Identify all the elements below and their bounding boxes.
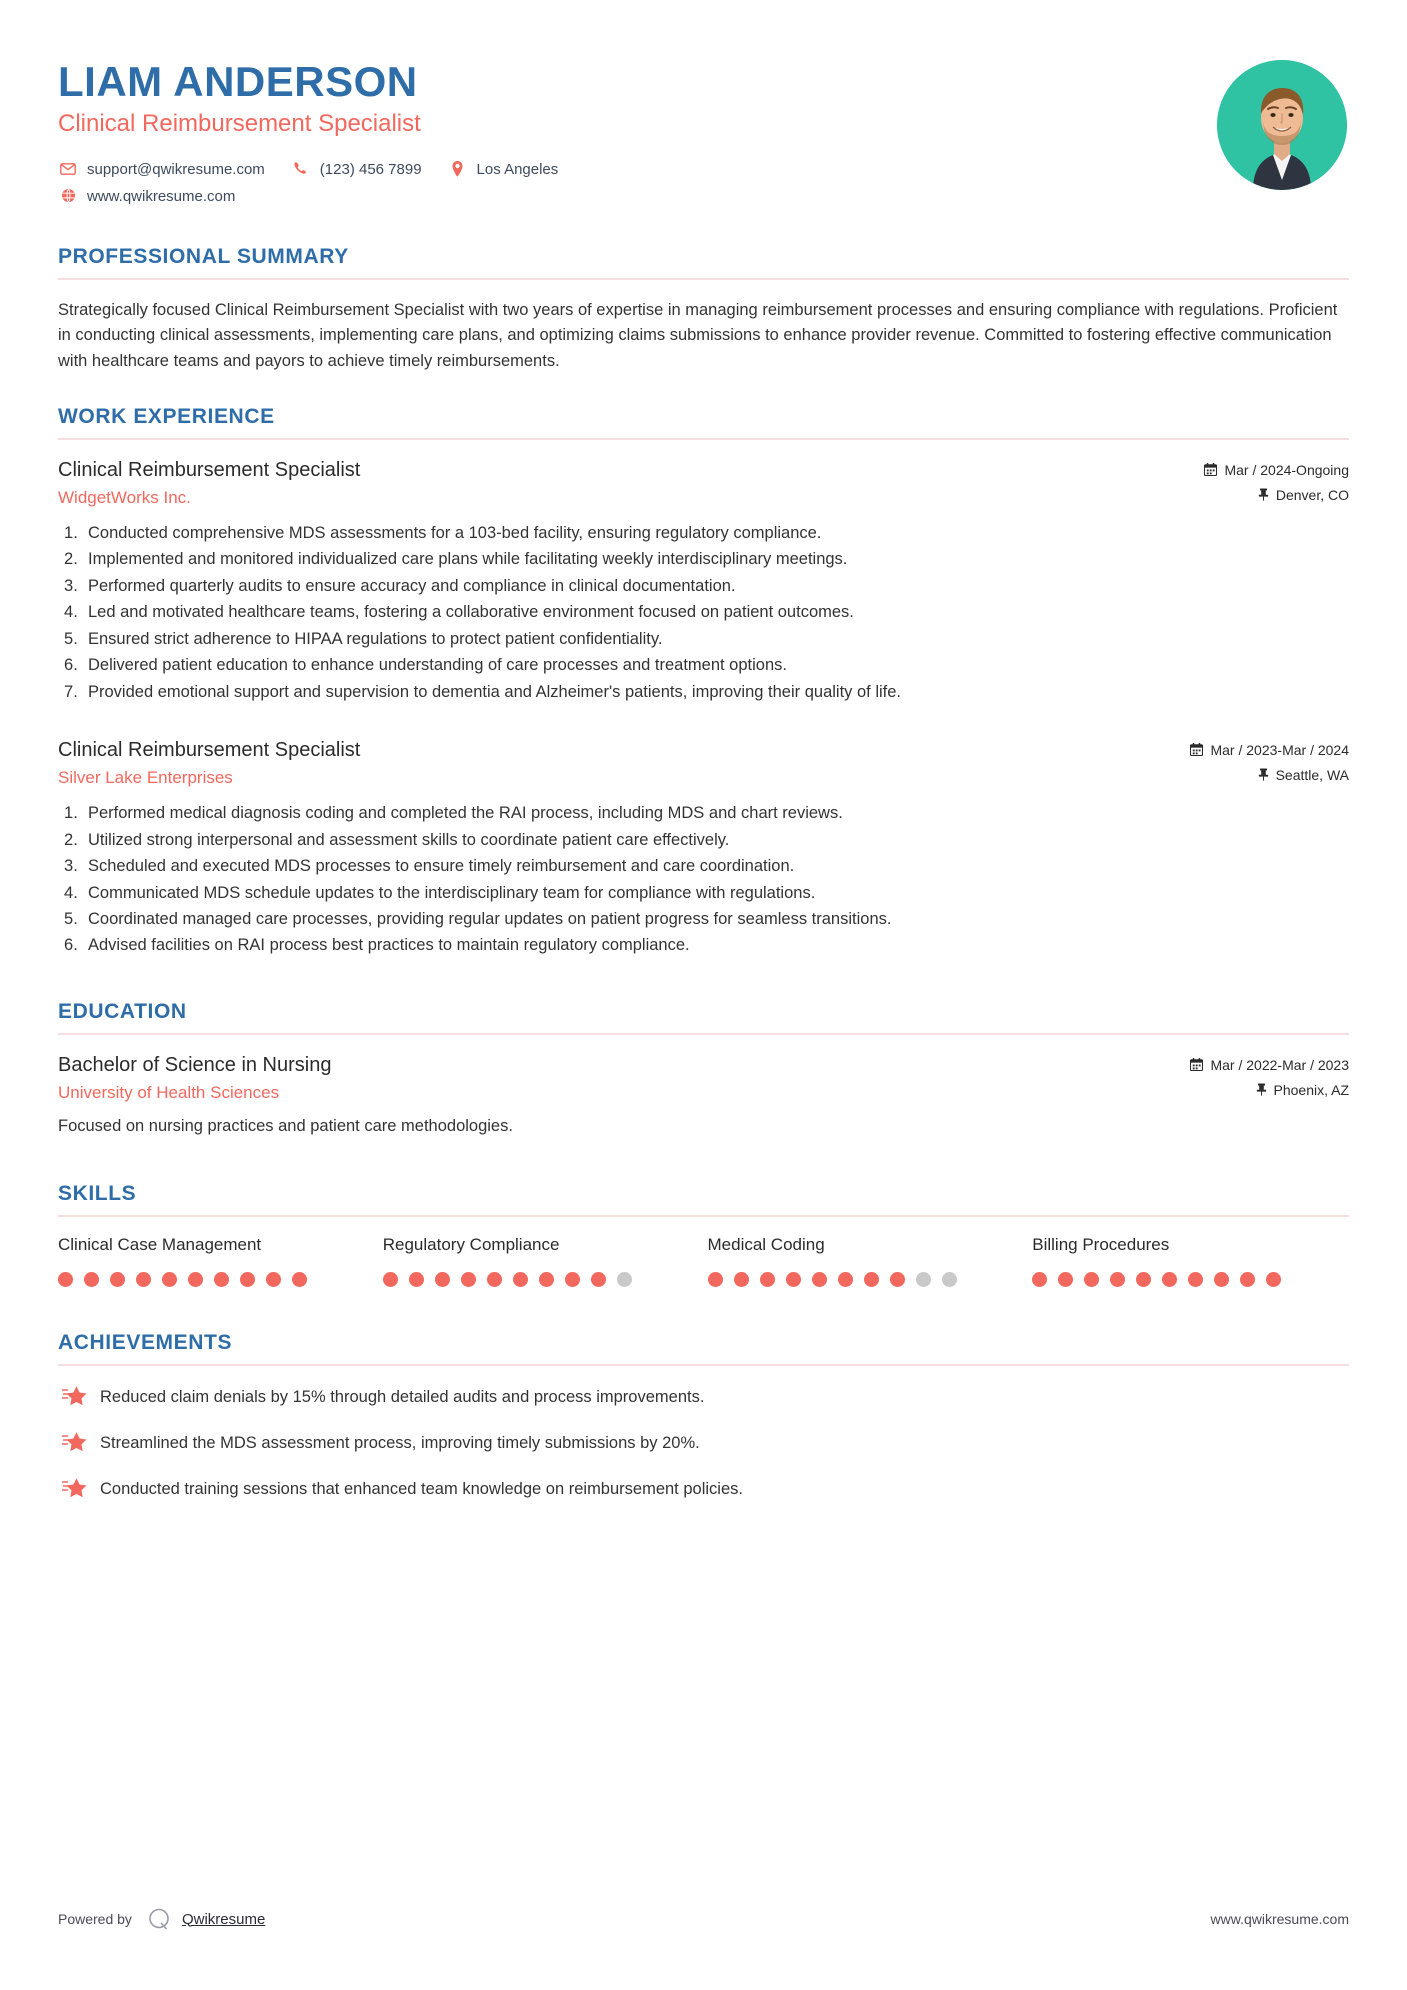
section-title-experience: WORK EXPERIENCE: [58, 404, 275, 428]
education-dates-line: [1190, 1057, 1349, 1073]
experience-location: Seattle, WA: [1275, 766, 1349, 783]
skill-dot-filled: [1214, 1272, 1229, 1287]
skill-dot-filled: [890, 1272, 905, 1287]
skill-label: Medical Coding: [707, 1235, 825, 1255]
section-title-education: EDUCATION: [58, 999, 187, 1023]
skills-grid: [58, 1235, 1349, 1286]
education-degree: Bachelor of Science in Nursing: [58, 1053, 332, 1076]
skill-rating: [708, 1272, 1025, 1287]
footer-brand-link[interactable]: Qwikresume: [181, 1910, 266, 1928]
bullet-item: Performed medical diagnosis coding and completed the RAI process, including MDS and chart reviews.: [88, 804, 843, 823]
experience-entry-head: [58, 738, 1349, 788]
map-pin-icon: [448, 161, 468, 177]
section-work-experience: [58, 405, 1349, 958]
experience-dates: Mar / 2024-Ongoing: [1224, 461, 1349, 478]
education-entry-left: [58, 1053, 1190, 1103]
experience-bullets: [58, 802, 1349, 958]
section-professional-summary: [58, 245, 1349, 375]
bullet-item: Ensured strict adherence to HIPAA regulations to protect patient confidentiality.: [88, 629, 663, 648]
section-education: [58, 1000, 1349, 1138]
skill-dot-filled: [1110, 1272, 1125, 1287]
education-dates: Mar / 2022-Mar / 2023: [1210, 1056, 1349, 1073]
experience-entry: [58, 458, 1349, 704]
star-icon: [58, 1476, 92, 1499]
experience-dates-line: [1190, 742, 1349, 758]
section-title-skills: SKILLS: [58, 1182, 137, 1206]
achievements-list: [58, 1384, 1349, 1501]
contact-email[interactable]: [58, 161, 265, 177]
phone-icon: [291, 161, 311, 176]
section-divider: [58, 278, 1349, 280]
skill-rating: [58, 1272, 375, 1287]
bullet-item: Performed quarterly audits to ensure accuracy and compliance in clinical documentation.: [88, 576, 736, 595]
push-pin-icon: [1258, 768, 1269, 781]
education-entry-head: [58, 1053, 1349, 1103]
experience-location: Denver, CO: [1275, 486, 1349, 503]
footer-powered-by: [58, 1906, 265, 1932]
calendar-icon: [1190, 743, 1203, 756]
achievement-text: Streamlined the MDS assessment process, improving timely submissions by 20%.: [100, 1433, 700, 1452]
contact-email-text: support@qwikresume.com: [87, 160, 265, 178]
push-pin-icon: [1258, 488, 1269, 501]
skill-dot-filled: [1136, 1272, 1151, 1287]
skill-dot-empty: [617, 1272, 632, 1287]
skill-dot-empty: [942, 1272, 957, 1287]
experience-entry-meta: [1190, 738, 1349, 783]
skill-dot-filled: [461, 1272, 476, 1287]
contact-location: [448, 161, 559, 177]
contact-location-text: Los Angeles: [476, 160, 559, 178]
avatar: [1217, 60, 1347, 190]
skill-label: Clinical Case Management: [58, 1235, 262, 1255]
skill-dot-filled: [487, 1272, 502, 1287]
education-location: Phoenix, AZ: [1273, 1081, 1349, 1098]
skill-dot-filled: [591, 1272, 606, 1287]
footer-website[interactable]: www.qwikresume.com: [1210, 1911, 1349, 1927]
calendar-icon: [1190, 1058, 1203, 1071]
section-divider: [58, 1033, 1349, 1035]
contact-phone-text: (123) 456 7899: [319, 160, 422, 178]
bullet-item: Scheduled and executed MDS processes to ensure timely reimbursement and care coordination.: [88, 857, 795, 876]
skill-dot-filled: [435, 1272, 450, 1287]
bullet-item: Coordinated managed care processes, providing regular updates on patient progress for seamless transitions.: [88, 910, 892, 928]
experience-role: Clinical Reimbursement Specialist: [58, 738, 361, 761]
skill-label: Billing Procedures: [1032, 1235, 1170, 1255]
contact-row-primary: [58, 161, 1217, 177]
experience-bullets: [58, 522, 1349, 704]
page-footer: [58, 1906, 1349, 1932]
contact-website-text: www.qwikresume.com: [87, 187, 236, 205]
experience-entry-meta: [1204, 458, 1349, 503]
avatar-photo: [1217, 60, 1347, 190]
bullet-item: Advised facilities on RAI process best practices to maintain regulatory compliance.: [88, 936, 690, 955]
section-title-achievements: ACHIEVEMENTS: [58, 1330, 233, 1354]
skill-dot-filled: [1266, 1272, 1281, 1287]
skill-dot-filled: [84, 1272, 99, 1287]
experience-entry-left: [58, 458, 1204, 508]
bullet-item: Delivered patient education to enhance understanding of care processes and treatment options.: [88, 656, 787, 675]
skill-label: Regulatory Compliance: [382, 1235, 560, 1255]
bullet-item: Provided emotional support and supervision to dementia and Alzheimer's patients, improving their quality of life.: [88, 682, 902, 701]
section-title-summary: PROFESSIONAL SUMMARY: [58, 244, 349, 268]
skill-dot-filled: [292, 1272, 307, 1287]
candidate-job-title: Clinical Reimbursement Specialist: [58, 110, 421, 138]
education-entry: [58, 1053, 1349, 1138]
skill-dot-filled: [162, 1272, 177, 1287]
skill-dot-filled: [864, 1272, 879, 1287]
education-location-line: [1190, 1082, 1349, 1098]
experience-entry: [58, 738, 1349, 958]
section-skills: [58, 1182, 1349, 1286]
bullet-item: Led and motivated healthcare teams, fostering a collaborative environment focused on patient outcomes.: [88, 603, 854, 622]
summary-text: Strategically focused Clinical Reimbursement Specialist with two years of expertise in managing reimbursement processes and ensuring compliance with regulations. Proficient in conducting clinical assessments, implementing care plans, and optimizing claims submissions to enhance provider revenue. Committed to fostering effective communication with healthcare teams and payors to achieve timely reimbursements.: [58, 300, 1338, 371]
skill-dot-filled: [214, 1272, 229, 1287]
skill-dot-filled: [383, 1272, 398, 1287]
contact-row-secondary: [58, 188, 1217, 204]
skill-dot-filled: [1084, 1272, 1099, 1287]
skill-dot-filled: [786, 1272, 801, 1287]
skill-dot-filled: [838, 1272, 853, 1287]
calendar-icon: [1204, 463, 1217, 476]
skill-dot-empty: [916, 1272, 931, 1287]
skill-dot-filled: [812, 1272, 827, 1287]
experience-entry-left: [58, 738, 1190, 788]
skill-dot-filled: [1058, 1272, 1073, 1287]
experience-dates-line: [1204, 462, 1349, 478]
bullet-item: Communicated MDS schedule updates to the interdisciplinary team for compliance with regulations.: [88, 883, 816, 902]
bullet-item: Utilized strong interpersonal and assessment skills to coordinate patient care effectively.: [88, 830, 730, 849]
skill-dot-filled: [760, 1272, 775, 1287]
candidate-name: LIAM ANDERSON: [58, 58, 418, 105]
skill-dot-filled: [708, 1272, 723, 1287]
skill-dot-filled: [409, 1272, 424, 1287]
skill-dot-filled: [1188, 1272, 1203, 1287]
skill-dot-filled: [1162, 1272, 1177, 1287]
achievement-item: [58, 1430, 1349, 1454]
skill-dot-filled: [58, 1272, 73, 1287]
skill-rating: [383, 1272, 700, 1287]
resume-header: [58, 48, 1349, 215]
skill-dot-filled: [110, 1272, 125, 1287]
star-icon: [58, 1384, 92, 1407]
contact-website[interactable]: [58, 188, 235, 204]
experience-location-line: [1190, 767, 1349, 783]
qwikresume-logo-icon: [146, 1906, 172, 1932]
achievement-text: Reduced claim denials by 15% through detailed audits and process improvements.: [100, 1387, 705, 1406]
skill-dot-filled: [734, 1272, 749, 1287]
skill-dot-filled: [136, 1272, 151, 1287]
skill-dot-filled: [266, 1272, 281, 1287]
skill-item: [708, 1235, 1025, 1286]
skill-item: [58, 1235, 375, 1286]
bullet-item: Implemented and monitored individualized care plans while facilitating weekly interdisciplinary meetings.: [88, 550, 848, 569]
bullet-item: Conducted comprehensive MDS assessments for a 103-bed facility, ensuring regulatory compliance.: [88, 523, 822, 542]
skill-dot-filled: [1032, 1272, 1047, 1287]
push-pin-icon: [1256, 1083, 1267, 1096]
contact-phone[interactable]: [291, 161, 422, 177]
section-achievements: [58, 1331, 1349, 1501]
skill-dot-filled: [565, 1272, 580, 1287]
skill-dot-filled: [1240, 1272, 1255, 1287]
skill-dot-filled: [539, 1272, 554, 1287]
footer-powered-label: Powered by: [58, 1911, 132, 1927]
experience-entry-head: [58, 458, 1349, 508]
education-entry-meta: [1190, 1053, 1349, 1098]
experience-role: Clinical Reimbursement Specialist: [58, 458, 361, 481]
skill-dot-filled: [513, 1272, 528, 1287]
experience-company: Silver Lake Enterprises: [58, 767, 233, 787]
skill-dot-filled: [188, 1272, 203, 1287]
achievement-item: [58, 1476, 1349, 1500]
education-school: University of Health Sciences: [58, 1082, 280, 1102]
skill-item: [1032, 1235, 1349, 1286]
section-divider: [58, 1215, 1349, 1217]
experience-company: WidgetWorks Inc.: [58, 487, 191, 507]
envelope-icon: [58, 163, 78, 175]
experience-dates: Mar / 2023-Mar / 2024: [1210, 741, 1349, 758]
experience-location-line: [1204, 487, 1349, 503]
globe-icon: [58, 188, 78, 203]
section-divider: [58, 1364, 1349, 1366]
skill-item: [383, 1235, 700, 1286]
education-description: Focused on nursing practices and patient care methodologies.: [58, 1117, 513, 1136]
skill-rating: [1032, 1272, 1349, 1287]
header-left: [58, 56, 1217, 215]
skill-dot-filled: [240, 1272, 255, 1287]
section-divider: [58, 438, 1349, 440]
star-icon: [58, 1430, 92, 1453]
achievement-text: Conducted training sessions that enhanced team knowledge on reimbursement policies.: [100, 1480, 743, 1499]
achievement-item: [58, 1384, 1349, 1408]
